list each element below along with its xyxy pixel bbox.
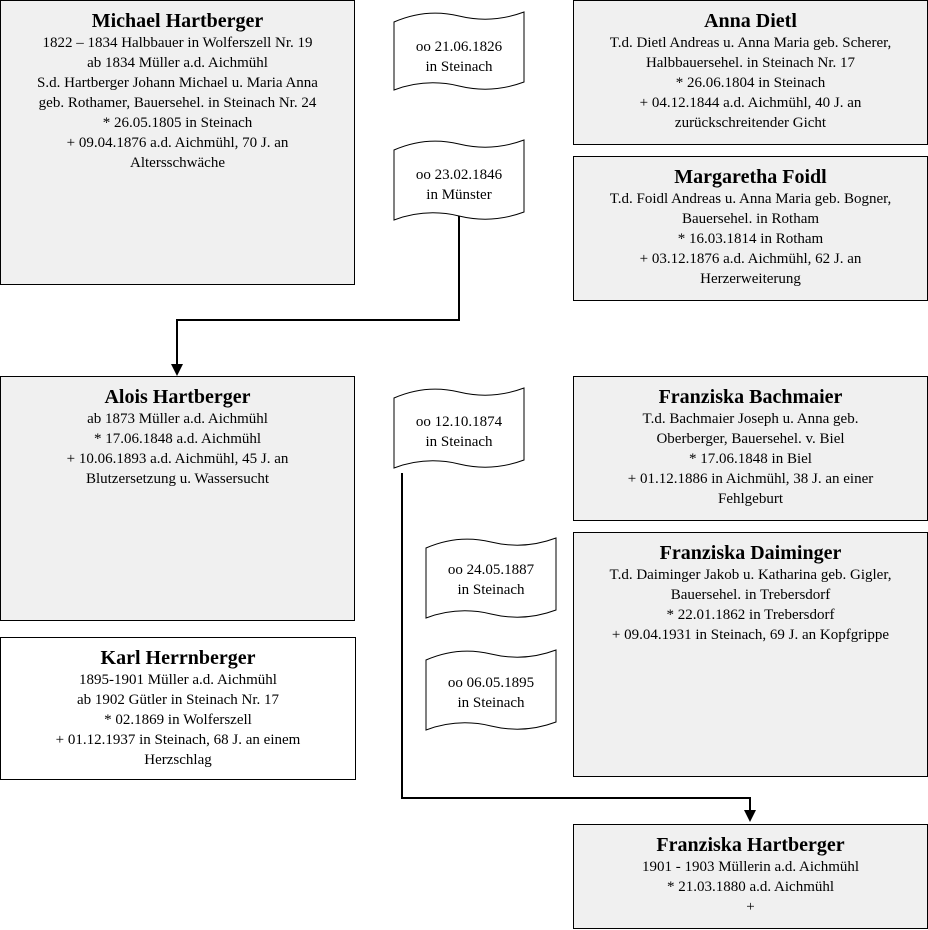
person-detail: T.d. Daiminger Jakob u. Katharina geb. Gigler,: [609, 567, 892, 583]
person-detail: Bauersehel. in Rotham: [681, 211, 820, 227]
person-detail: Blutzersetzung u. Wassersucht: [85, 471, 270, 487]
person-detail: + 04.12.1844 a.d. Aichmühl, 40 J. an: [639, 95, 862, 111]
person-box-franziska-bachmaier: [573, 376, 928, 521]
person-detail: + 09.04.1876 a.d. Aichmühl, 70 J. an: [66, 135, 289, 151]
marriage-place: in Steinach: [425, 434, 493, 450]
person-box-margaretha-foidl: [573, 156, 928, 301]
person-box-michael-hartberger: [0, 0, 355, 285]
person-detail: 1895-1901 Müller a.d. Aichmühl: [79, 672, 277, 688]
person-detail: * 17.06.1848 in Biel: [689, 451, 812, 467]
person-detail: geb. Rothamer, Bauersehel. in Steinach Nr. 24: [38, 95, 317, 111]
person-name: Franziska Daiminger: [659, 542, 842, 564]
person-detail: S.d. Hartberger Johann Michael u. Maria Anna: [37, 75, 318, 91]
person-box-anna-dietl: [573, 0, 928, 145]
marriage-place: in Steinach: [425, 59, 493, 75]
person-box-franziska-hartberger: [573, 824, 928, 929]
person-name: Alois Hartberger: [104, 386, 251, 408]
marriage-1: [394, 37, 524, 77]
arrowhead-alois: [171, 364, 183, 376]
person-name: Anna Dietl: [704, 10, 797, 32]
marriage-place: in Steinach: [457, 695, 525, 711]
person-detail: zurückschreitender Gicht: [674, 115, 827, 131]
marriage-place: in Münster: [426, 187, 492, 203]
person-detail: * 17.06.1848 a.d. Aichmühl: [93, 431, 262, 447]
marriage-5: [426, 673, 556, 713]
person-detail: + 03.12.1876 a.d. Aichmühl, 62 J. an: [639, 251, 862, 267]
person-detail: 1901 - 1903 Müllerin a.d. Aichmühl: [641, 859, 860, 875]
person-detail: Herzschlag: [144, 752, 212, 768]
marriage-date: oo 12.10.1874: [415, 414, 503, 430]
person-detail: * 26.06.1804 in Steinach: [675, 75, 826, 91]
marriage-2: [394, 165, 524, 205]
marriage-3: [394, 412, 524, 452]
person-detail: Herzerweiterung: [700, 271, 801, 287]
person-name: Margaretha Foidl: [674, 166, 827, 188]
person-name: Franziska Hartberger: [656, 834, 845, 856]
person-name: Karl Herrnberger: [100, 647, 256, 669]
person-detail: T.d. Bachmaier Joseph u. Anna geb.: [642, 411, 859, 427]
person-box-karl-herrnberger: [0, 637, 356, 780]
person-detail: T.d. Foidl Andreas u. Anna Maria geb. Bogner,: [609, 191, 892, 207]
person-detail: Halbbauersehel. in Steinach Nr. 17: [645, 55, 856, 71]
person-detail: Fehlgeburt: [718, 491, 783, 507]
person-detail: ab 1834 Müller a.d. Aichmühl: [87, 55, 268, 71]
person-detail: + 01.12.1886 in Aichmühl, 38 J. an einer: [627, 471, 874, 487]
person-detail: ab 1902 Gütler in Steinach Nr. 17: [76, 692, 280, 708]
person-box-franziska-daiminger: [573, 532, 928, 777]
person-name: Franziska Bachmaier: [658, 386, 843, 408]
person-detail: ab 1873 Müller a.d. Aichmühl: [87, 411, 268, 427]
person-detail: Oberberger, Bauersehel. v. Biel: [656, 431, 845, 447]
marriage-place: in Steinach: [457, 582, 525, 598]
person-detail: + 01.12.1937 in Steinach, 68 J. an einem: [55, 732, 301, 748]
person-detail: * 16.03.1814 in Rotham: [677, 231, 824, 247]
person-detail: 1822 – 1834 Halbbauer in Wolferszell Nr. 19: [42, 35, 313, 51]
person-detail: * 26.05.1805 in Steinach: [102, 115, 253, 131]
person-detail: * 22.01.1862 in Trebersdorf: [666, 607, 835, 623]
marriage-4: [426, 560, 556, 600]
person-detail: T.d. Dietl Andreas u. Anna Maria geb. Scherer,: [609, 35, 892, 51]
person-detail: +: [746, 899, 755, 915]
person-name: Michael Hartberger: [91, 10, 264, 32]
person-detail: * 21.03.1880 a.d. Aichmühl: [666, 879, 835, 895]
marriage-date: oo 06.05.1895: [447, 675, 535, 691]
person-detail: * 02.1869 in Wolferszell: [104, 712, 252, 728]
marriage-date: oo 23.02.1846: [415, 167, 503, 183]
person-detail: Altersschwäche: [130, 155, 225, 171]
person-detail: + 10.06.1893 a.d. Aichmühl, 45 J. an: [66, 451, 289, 467]
person-detail: Bauersehel. in Trebersdorf: [670, 587, 831, 603]
person-box-alois-hartberger: [0, 376, 355, 621]
marriage-date: oo 21.06.1826: [415, 39, 503, 55]
arrowhead-franziska-hartberger: [744, 810, 756, 822]
person-detail: + 09.04.1931 in Steinach, 69 J. an Kopfgrippe: [611, 627, 890, 643]
marriage-date: oo 24.05.1887: [447, 562, 535, 578]
